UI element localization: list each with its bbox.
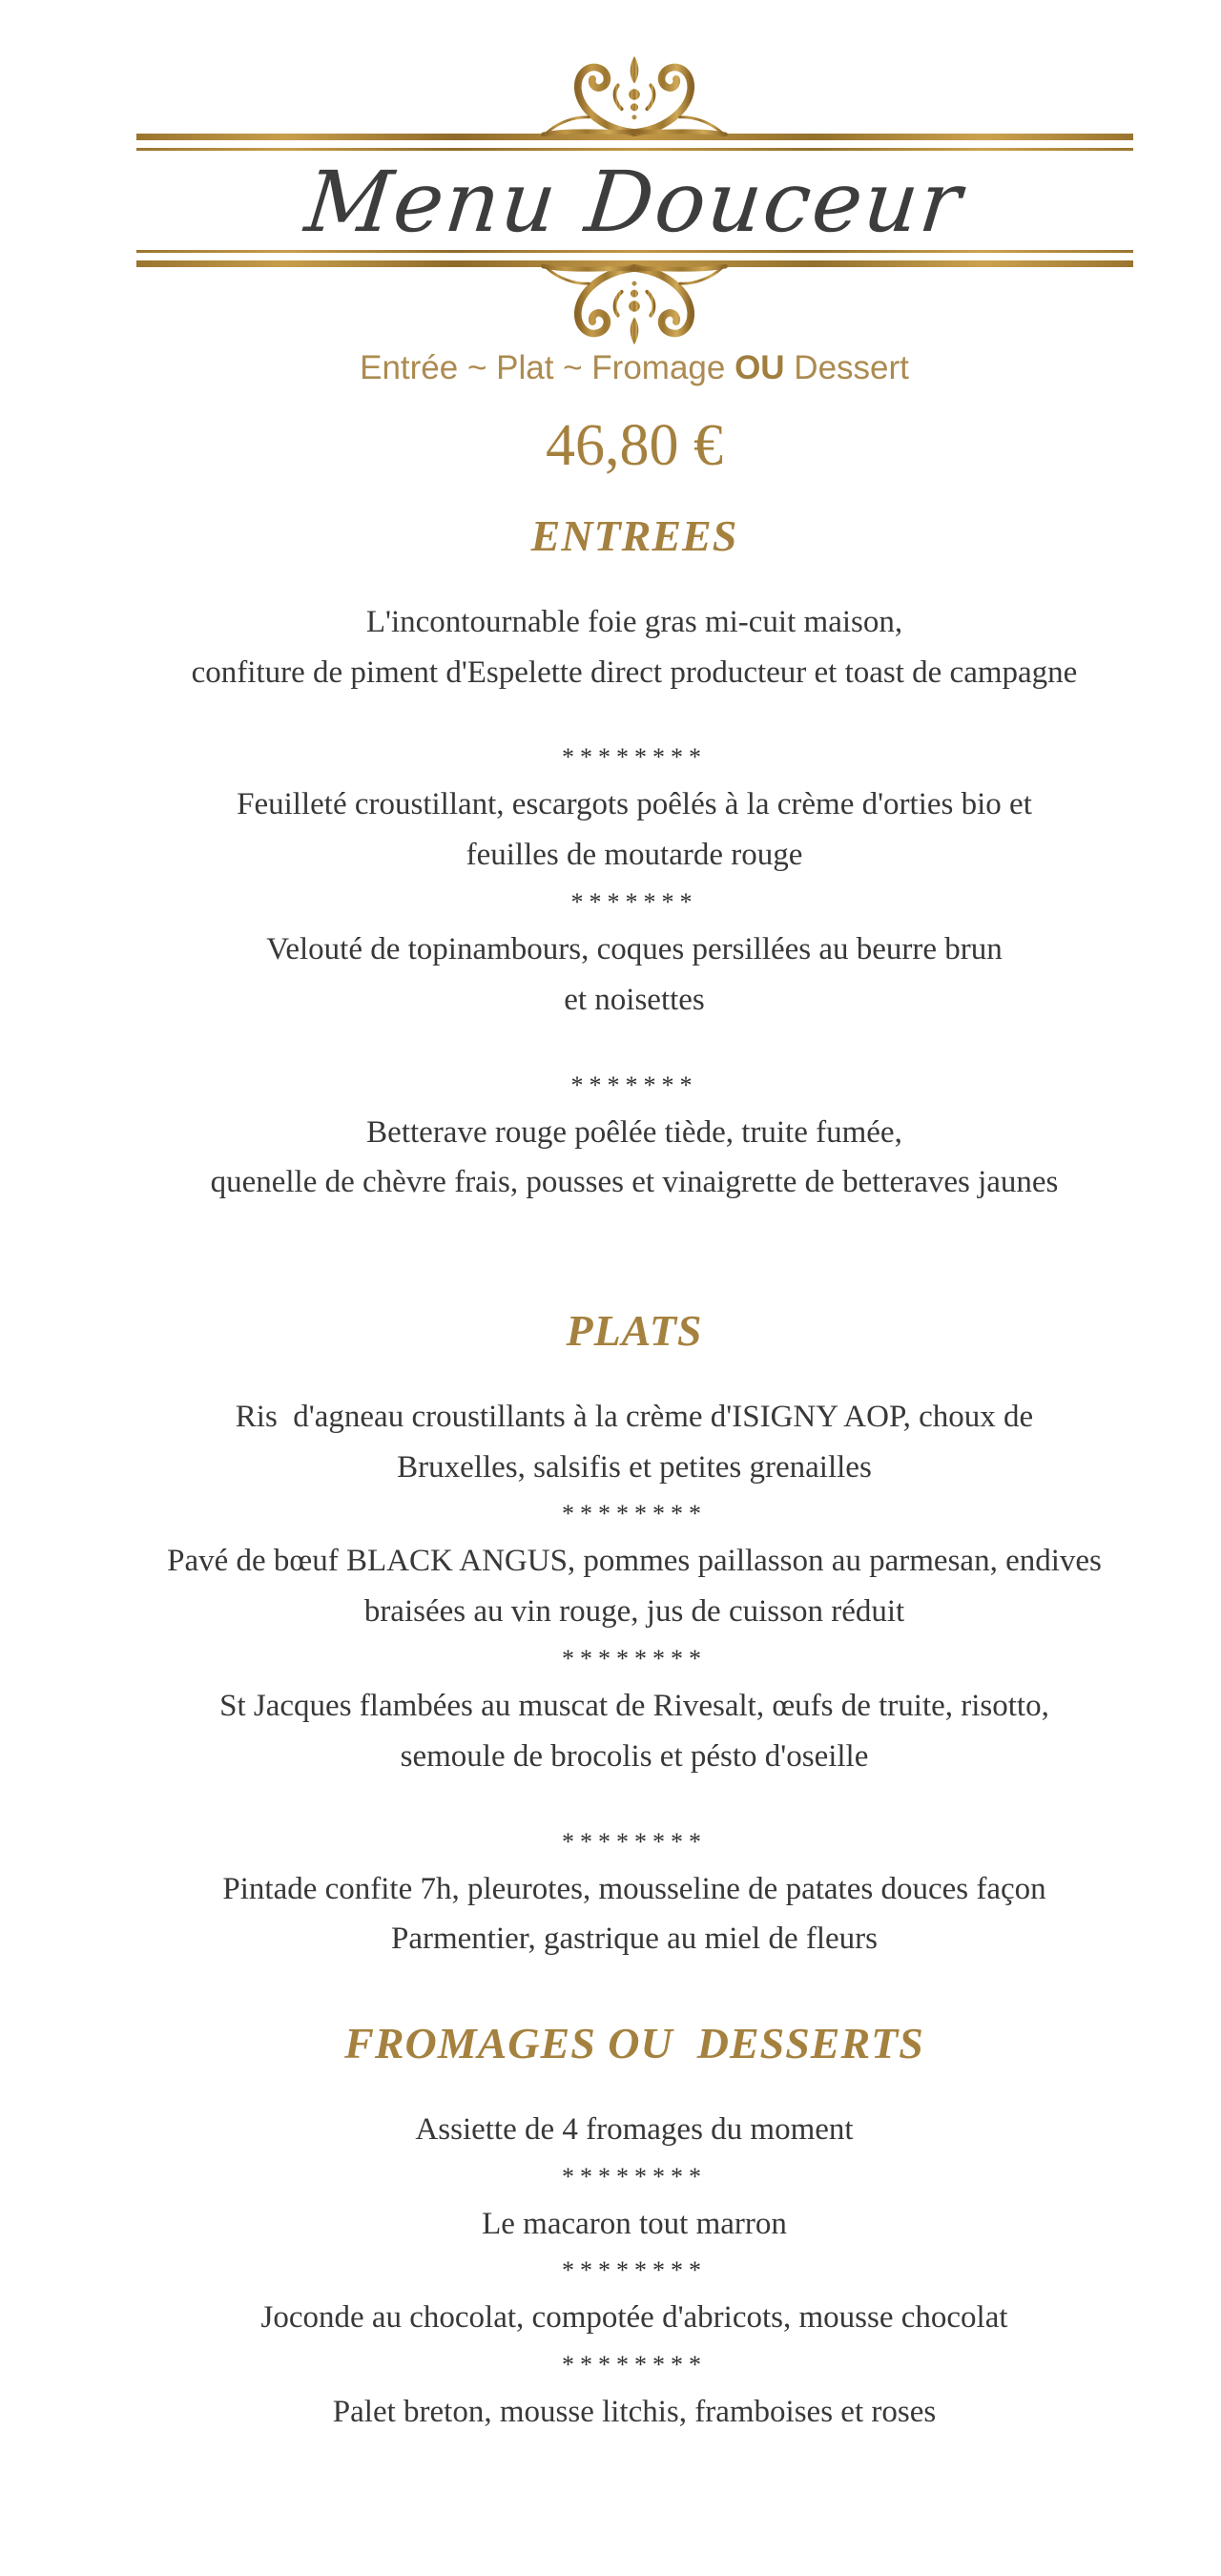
subtitle-suffix: Dessert [784,349,909,386]
dish-line: Le macaron tout marron [482,2206,787,2241]
flourish-bottom-icon [534,264,735,348]
title-row [136,151,1133,250]
menu-section [48,2020,1221,2438]
menu-price: 46,80 € [546,413,723,478]
dish [48,2199,1221,2250]
dish-line: Ris d'agneau croustillants à la crème d'ISIGNY AOP, choux de [235,1399,1034,1434]
spacer [48,1792,1221,1824]
separator-stars: ******** [562,1645,707,1673]
gold-rule-bottom-thick [136,260,1133,267]
menu-section [48,512,1221,1208]
dish-line: Velouté de topinambours, coques persillées au beurre brun [266,932,1003,967]
dish [48,2105,1221,2155]
title-band [136,134,1133,267]
spacer [48,1035,1221,1068]
dish-line: St Jacques flambées au muscat de Rivesalt, œufs de truite, risotto, [219,1689,1049,1724]
section-heading: PLATS [566,1306,703,1356]
separator-stars: ******** [562,1500,707,1528]
menu-sections [48,512,1221,2438]
dish-line: Pintade confite 7h, pleurotes, mousseline de patates douces façon [222,1871,1046,1906]
menu-formula-subtitle [48,349,1221,387]
dish-line: confiture de piment d'Espelette direct producteur et toast de campagne [191,654,1078,690]
dish-line: Parmentier, gastrique au miel de fleurs [390,1922,878,1957]
dish-line: Pavé de bœuf BLACK ANGUS, pommes paillasson au parmesan, endives [167,1544,1102,1579]
menu-title: Menu Douceur [300,152,968,251]
dish [48,2387,1221,2438]
menu-page [0,134,1221,2576]
separator-stars: ******** [562,2351,707,2379]
separator-stars: ******** [562,743,707,772]
dish [48,779,1221,881]
separator-stars: ******* [570,888,698,917]
separator-stars: ******* [570,1070,698,1099]
separator-stars: ******** [562,2162,707,2191]
dish-line: semoule de brocolis et pésto d'oseille [400,1738,869,1774]
dish-line: feuilles de moutarde rouge [466,838,803,873]
dish [48,1392,1221,1493]
dish [48,2293,1221,2343]
flourish-top-icon [534,52,735,136]
section-heading: FROMAGES OU DESSERTS [344,2019,924,2068]
dish-line: Betterave rouge poêlée tiède, truite fumée, [366,1114,902,1150]
dish-line: L'incontournable foie gras mi-cuit maison, [365,604,903,639]
subtitle-prefix: Entrée ~ Plat ~ Fromage [360,349,735,386]
separator-stars: ******** [562,2256,707,2285]
dish [48,924,1221,1026]
dish-line: braisées au vin rouge, jus de cuisson réduit [363,1594,905,1630]
dish [48,1108,1221,1209]
spacer [48,707,1221,739]
subtitle-ou: OU [735,349,785,386]
section-heading: ENTREES [530,511,738,561]
dish-line: et noisettes [564,982,705,1017]
menu-section [48,1307,1221,1964]
menu-header [48,134,1221,480]
dish [48,1536,1221,1637]
menu-content [48,134,1221,2438]
separator-stars: ******** [562,1827,707,1856]
dish [48,597,1221,698]
dish-line: Feuilleté croustillant, escargots poêlés à la crème d'orties bio et [237,787,1032,822]
dish-line: Palet breton, mousse litchis, framboises et roses [332,2395,937,2430]
dish [48,1681,1221,1782]
gold-rule-top-thick [136,134,1133,140]
dish [48,1864,1221,1965]
dish-line: Bruxelles, salsifis et petites grenailles [397,1449,872,1485]
dish-line: quenelle de chèvre frais, pousses et vinaigrette de betteraves jaunes [210,1165,1059,1200]
dish-line: Assiette de 4 fromages du moment [415,2111,854,2147]
dish-line: Joconde au chocolat, compotée d'abricots, mousse chocolat [260,2300,1008,2336]
